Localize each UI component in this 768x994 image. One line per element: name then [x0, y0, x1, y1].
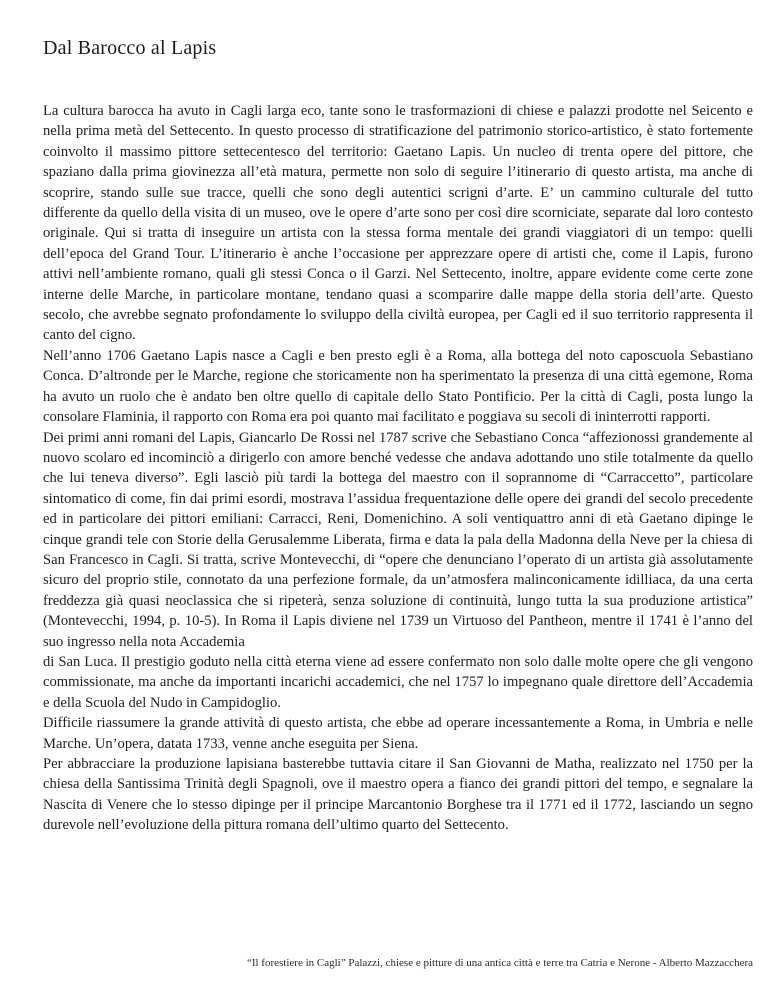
paragraph-lapis-birth: Nell’anno 1706 Gaetano Lapis nasce a Cagli e ben presto egli è a Roma, alla bottega del noto caposcuola Sebastiano Conca. D’altronde per le Marche, regione che storicamente non ha sperimentato la presenza di una città egemone, Roma ha avuto un ruolo che è andato ben oltre quello di capitale dello Stato Pontificio. Per la città di Cagli, posta lungo la consolare Flaminia, il rapporto con Roma era poi quanto mai facilitato e poggiava su secoli di ininterrotti rapporti.: [43, 347, 753, 426]
paragraph-intro: La cultura barocca ha avuto in Cagli larga eco, tante sono le trasformazioni di chiese e palazzi prodotte nel Seicento e nella prima metà del Settecento. In questo processo di stratificazione del patrimonio storico-artistico, è stato fortemente coinvolto il massimo pittore settecentesco del territorio: Gaetano Lapis. Un nucleo di trenta opere del pittore, che spaziano dalla prima giovinezza all’età matura, permette non solo di seguire l’itinerario di questo artista, ma anche di scoprire, stando sulle sue tracce, quelli che sono degli autentici scrigni d’arte. E’ un cammino culturale del tutto differente da quello della visita di un museo, ove le opere d’arte sono per così dire scorniciate, separate dal loro contesto originale. Qui si tratta di inseguire un artista con la stessa forma mentale dei grandi viaggiatori di un tempo: quelli dell’epoca del Grand Tour. L’itinerario è anche l’occasione per apprezzare opere di artisti che, come il Lapis, furono attivi nell’ambiente romano, quali gli stessi Conca o il Garzi. Nel Settecento, inoltre, appare evidente come certe zone interne delle Marche, in particolare montane, tendano quasi a scomparire dalle mappe della storia dell’arte. Questo secolo, che avrebbe segnato profondamente lo sviluppo della civiltà europea, per Cagli ed il suo territorio rappresenta il canto del cigno.: [43, 103, 753, 344]
paragraph-activity: Difficile riassumere la grande attività di questo artista, che ebbe ad operare incessantemente a Roma, in Umbria e nelle Marche. Un’opera, datata 1733, venne anche eseguita per Siena.: [43, 715, 753, 752]
paragraph-san-luca: di San Luca. Il prestigio goduto nella città eterna viene ad essere confermato non solo dalle molte opere che gli vengono commissionate, ma anche da importanti incarichi accademici, che nel 1757 lo impegnano quale direttore dell’Accademia e della Scuola del Nudo in Campidoglio.: [43, 653, 753, 711]
article-body: [0, 101, 768, 836]
footer-citation: “Il forestiere in Cagli” Palazzi, chiese e pitture di una antica città e terre tra Catria e Nerone - Alberto Mazzacchera: [246, 957, 753, 969]
paragraph-roman-years: Dei primi anni romani del Lapis, Giancarlo De Rossi nel 1787 scrive che Sebastiano Conca “affezionossi grandemente al nuovo scolaro ed incominciò a dirigerlo con amore benché vedesse che andava adottando uno stile totalmente da quello che lui teneva diverso”. Egli lasciò più tardi la bottega del maestro con il soprannome di “Carraccetto”, particolare sintomatico di come, fin dai primi esordi, mostrava l’assidua frequentazione delle opere dei grandi del secolo precedente ed in particolare dei pittori emiliani: Carracci, Reni, Domenichino. A soli ventiquattro anni di età Gaetano dipinge le cinque grandi tele con Storie della Gerusalemme Liberata, firma e data la pala della Madonna della Neve per la chiesa di San Francesco in Cagli. Si tratta, scrive Montevecchi, di “opere che denunciano l’operato di un artista già assolutamente sicuro del proprio stile, connotato da una perfezione formale, da un’atmosfera malinconicamente idilliaca, da una certa freddezza già quasi neoclassica che si ripeterà, senza soluzione di continuità, lungo tutta la sua produzione artistica” (Montevecchi, 1994, p. 10-5). In Roma il Lapis diviene nel 1739 un Virtuoso del Pantheon, mentre il 1741 è l’anno del suo ingresso nella nota Accademia: [43, 429, 753, 650]
page-title: Dal Barocco al Lapis: [43, 37, 217, 59]
paragraph-production: Per abbracciare la produzione lapisiana basterebbe tuttavia citare il San Giovanni de Matha, realizzato nel 1750 per la chiesa della Santissima Trinità degli Spagnoli, ove il maestro opera a fianco dei grandi pittori del tempo, e segnalare la Nascita di Venere che lo stesso dipinge per il principe Marcantonio Borghese tra il 1771 ed il 1772, lasciando un segno durevole nell’evoluzione della pittura romana dell’ultimo quarto del Settecento.: [43, 756, 753, 834]
